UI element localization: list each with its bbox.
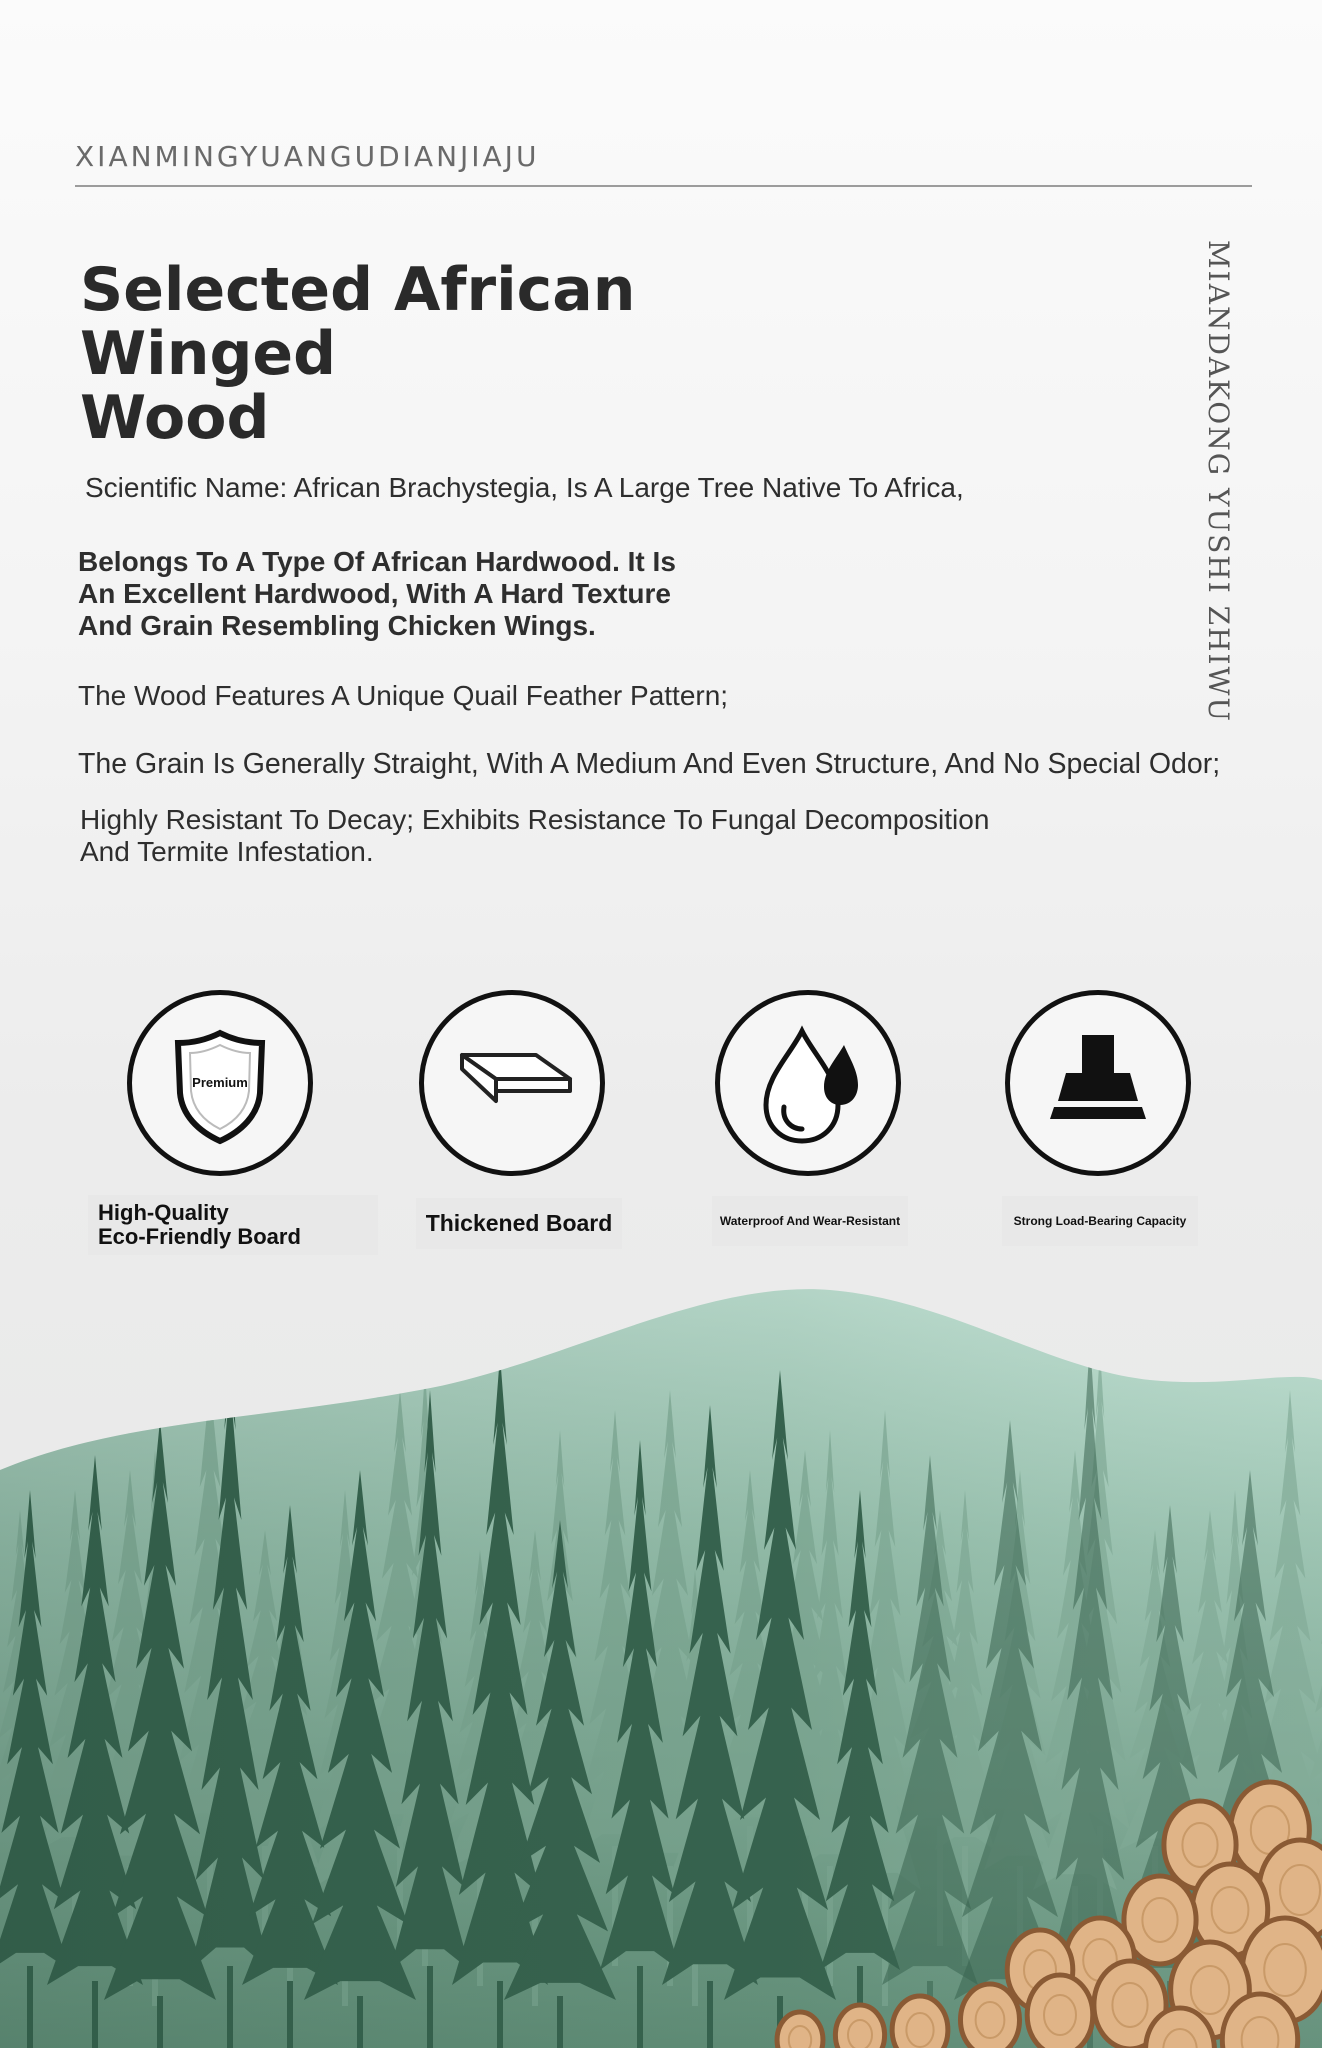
feature-icon-circle — [419, 990, 605, 1176]
brand-name: XIANMINGYUANGUDIANJIAJU — [75, 140, 540, 173]
load-bearing-icon — [1010, 995, 1186, 1171]
feature-label-load-bearing: Strong Load-Bearing Capacity — [1002, 1196, 1198, 1246]
title-line-1: Selected African Winged — [80, 255, 636, 389]
feature-waterproof — [708, 990, 908, 1176]
pattern-text: The Wood Features A Unique Quail Feather Pattern; — [78, 680, 729, 711]
vertical-tagline: MIANDAKONG YUSHI ZHIWU — [1202, 240, 1235, 723]
log-end — [1027, 1975, 1093, 2048]
log-end — [777, 2012, 823, 2048]
resistance-text — [80, 804, 1130, 868]
feature-eco-friendly — [120, 990, 320, 1176]
log-end — [892, 1996, 948, 2048]
page-title — [80, 255, 820, 453]
scientific-name-text: Scientific Name: African Brachystegia, Is A Large Tree Native To Africa, — [85, 472, 964, 503]
hardwood-line-3: And Grain Resembling Chicken Wings. — [78, 610, 596, 641]
resistance-line-1: Highly Resistant To Decay; Exhibits Resistance To Fungal Decomposition — [80, 804, 990, 835]
feature-thickened-board — [412, 990, 612, 1176]
feature-icon-circle — [715, 990, 901, 1176]
feature-label-thickened-board: Thickened Board — [416, 1198, 622, 1249]
board-icon — [424, 995, 600, 1171]
feature-label-eco-friendly — [88, 1195, 378, 1255]
premium-shield-icon — [132, 995, 308, 1171]
hardwood-line-2: An Excellent Hardwood, With A Hard Texture — [78, 578, 672, 609]
premium-badge-text: Premium — [192, 1075, 248, 1090]
hardwood-line-1: Belongs To A Type Of African Hardwood. It Is — [78, 546, 676, 577]
feature-icon-circle — [127, 990, 313, 1176]
hardwood-description — [78, 546, 798, 642]
feature-icon-circle — [1005, 990, 1191, 1176]
forest-illustration — [0, 1270, 1322, 2048]
feature-label-waterproof: Waterproof And Wear-Resistant — [712, 1196, 908, 1246]
grain-text: The Grain Is Generally Straight, With A Medium And Even Structure, And No Special Odor; — [78, 748, 1221, 780]
feature-load-bearing — [998, 990, 1198, 1176]
header-divider — [75, 185, 1252, 187]
resistance-line-2: And Termite Infestation. — [80, 836, 374, 867]
log-end — [835, 2005, 884, 2048]
water-drops-icon — [720, 995, 896, 1171]
feature-label-line-1: High-Quality — [98, 1200, 229, 1225]
feature-label-line-2: Eco-Friendly Board — [98, 1224, 301, 1249]
title-line-2: Wood — [80, 383, 270, 453]
